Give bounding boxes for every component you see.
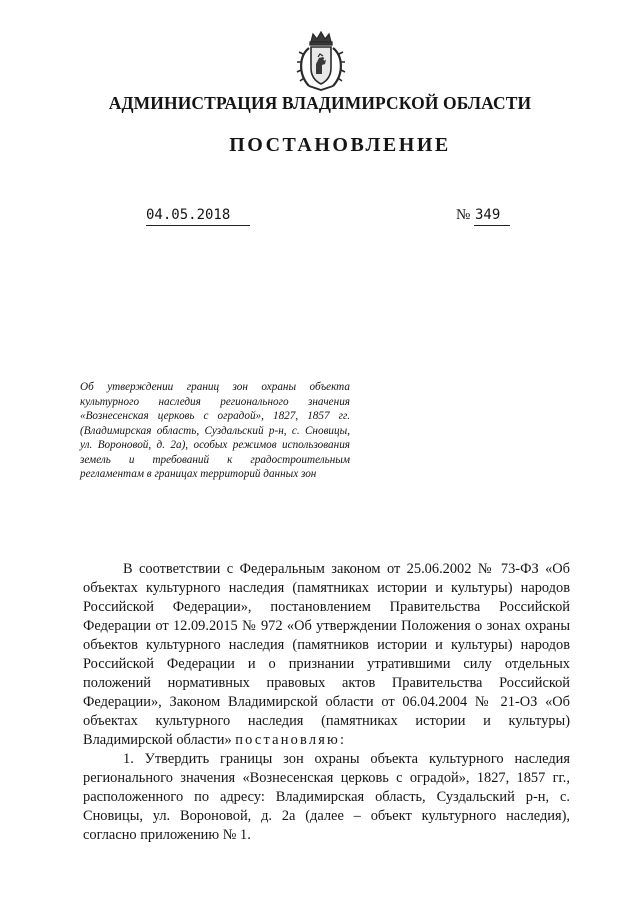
coat-of-arms-icon xyxy=(295,30,347,94)
number-underline xyxy=(474,225,510,226)
document-body xyxy=(83,560,570,845)
organization-title: АДМИНИСТРАЦИЯ ВЛАДИМИРСКОЙ ОБЛАСТИ xyxy=(108,93,532,113)
preamble-paragraph xyxy=(83,560,570,750)
document-number: 349 xyxy=(475,207,501,223)
item-1-paragraph: 1. Утвердить границы зон охраны объекта культурного наследия регионального значения «Вознесенская церковь с оградой», 1827, 1857 гг., расположенного по адресу: Владимирская область, Суздальский р-н, с. Сновицы, ул. Вороновой, д. 2а (далее – объект культурного наследия), согласно приложению № 1. xyxy=(83,751,570,843)
document-date: 04.05.2018 xyxy=(146,207,231,223)
date-underline xyxy=(146,225,250,226)
decree-word: постановляю: xyxy=(235,732,347,748)
preamble-text: В соответствии с Федеральным законом от 25.06.2002 № 73-ФЗ «Об объектах культурного наследия (памятниках истории и культуры) народов Российской Федерации», постановлением Правительства Российской Федерации от 12.09.2015 № 972 «Об утверждении Положения о зонах охраны объектов культурного наследия (памятников истории и культуры) народов Российской Федерации и о признании утратившими силу отдельных положений нормативных правовых актов Правительства Российской Федерации», Законом Владимирской области от 06.04.2004 № 21-ОЗ «Об объектах культурного наследия (памятниках истории и культуры) Владимирской области» xyxy=(83,561,570,748)
document-type-title: ПОСТАНОВЛЕНИЕ xyxy=(229,134,451,156)
document-subject: Об утверждении границ зон охраны объекта культурного наследия регионального значения «Вознесенская церковь с оградой», 1827, 1857 гг. (Владимирская область, Суздальский р-н, с. Сновицы, ул. Вороновой, д. 2а), особых режимов использования земель и требований к градостроительным регламентам в границах территорий данных зон xyxy=(80,381,350,480)
number-sign: № xyxy=(456,207,471,223)
